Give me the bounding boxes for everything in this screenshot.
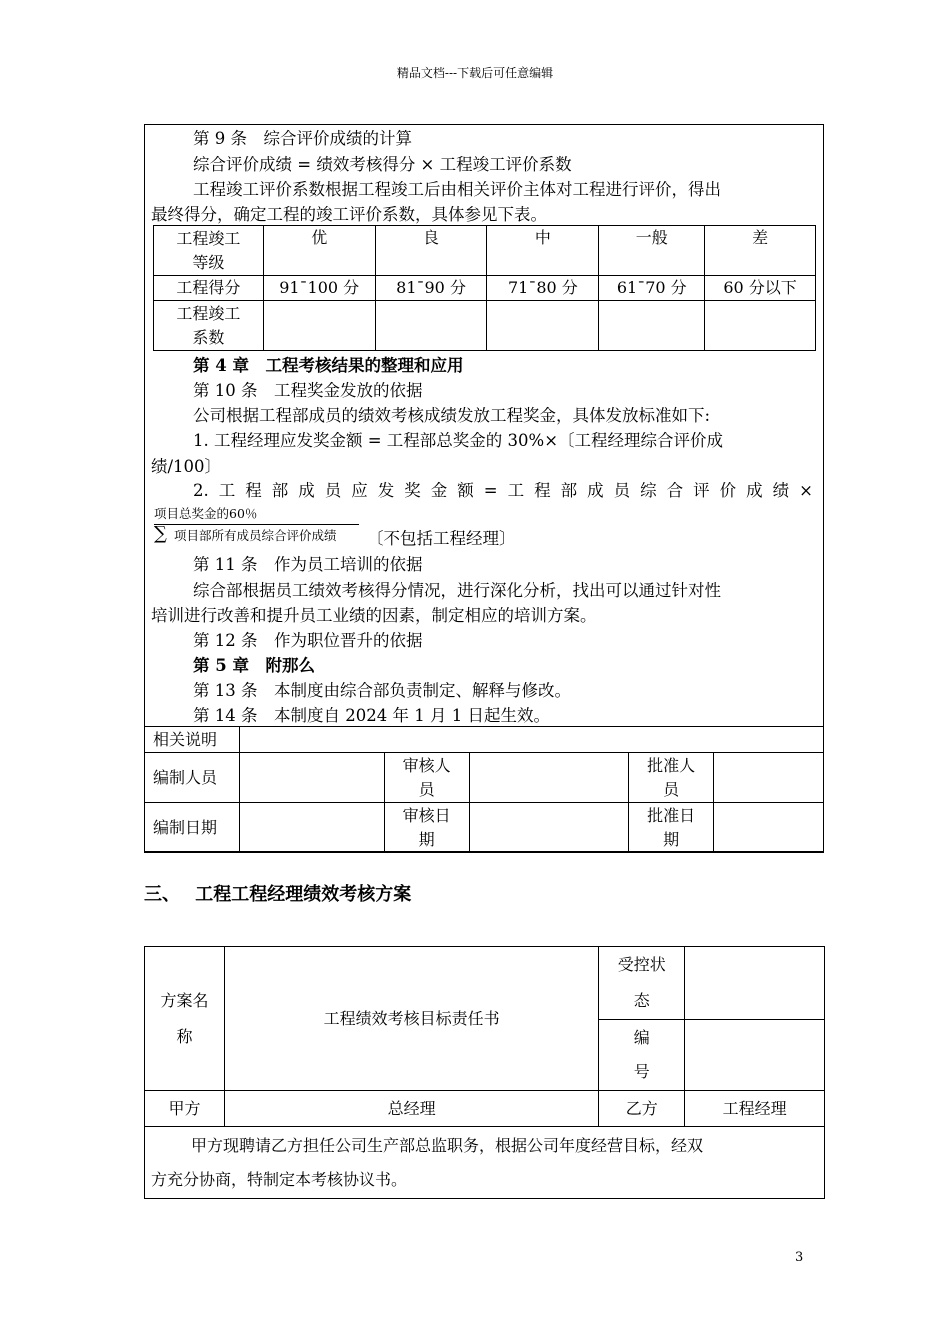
grade-table: [153, 225, 816, 351]
sigma-symbol: ∑: [154, 523, 167, 544]
item2-word: 成: [298, 481, 315, 500]
control-status-label-text: 受控状 态: [617, 955, 666, 1010]
compiler-value: [239, 753, 384, 803]
agreement-body: [145, 1127, 825, 1199]
score-excellent: 91¯100 分: [263, 276, 375, 301]
art10-desc: 公司根据工程部成员的绩效考核成绩发放工程奖金，具体发放标准如下:: [193, 406, 711, 425]
item2-word: ×: [799, 481, 813, 500]
art11-title: 第 11 条 作为员工培训的依据: [193, 555, 423, 574]
item2-word: 价: [719, 481, 737, 500]
art10-title: 第 10 条 工程奖金发放的依据: [193, 381, 423, 400]
art9-desc-1: 工程竣工评价系数根据工程竣工后由相关评价主体对工程进行评价，得出: [193, 180, 721, 199]
approver-label: [629, 753, 714, 803]
review-date-label-text: 审核日 期: [402, 805, 451, 849]
score-poor: 60 分以下: [705, 276, 816, 301]
party-a-value: 总经理: [224, 1091, 598, 1127]
item2-word: 工: [218, 481, 236, 500]
page-number: 3: [795, 1250, 804, 1265]
plan-name-label: [145, 947, 225, 1091]
item2-word: 部: [271, 481, 289, 500]
item2-word: 发: [377, 481, 395, 500]
art9-desc-2: 最终得分，确定工程的竣工评价系数，具体参见下表。: [151, 205, 547, 224]
bonus-numerator: 项目总奖金的60％: [154, 506, 258, 521]
art11-desc-2: 培训进行改善和提升员工业绩的因素，制定相应的培训方案。: [151, 606, 597, 625]
reviewer-label-text: 审核人 员: [402, 755, 451, 799]
item2-word: 综: [640, 481, 657, 500]
score-fair: 61¯70 分: [599, 276, 705, 301]
plan-name-label-text: 方案名 称: [160, 990, 209, 1046]
score-good: 81¯90 分: [375, 276, 487, 301]
coef-row-label: [154, 301, 264, 351]
item2-word: 应: [351, 481, 368, 500]
art12-title: 第 12 条 作为职位晋升的依据: [193, 631, 423, 650]
party-a-label: 甲方: [145, 1091, 225, 1127]
reviewer-value: [469, 753, 629, 803]
compiler-label: 编制人员: [145, 753, 240, 803]
item2-word: 金: [430, 481, 448, 500]
item2-word: 程: [245, 481, 262, 500]
grade-header-medium: 中: [487, 226, 599, 276]
number-value: [685, 1020, 825, 1091]
item2-word: 工: [507, 481, 525, 500]
item2-word: 绩: [772, 481, 790, 500]
art11-desc-1: 综合部根据员工绩效考核得分情况，进行深化分析，找出可以通过针对性: [193, 581, 721, 600]
art13: 第 13 条 本制度由综合部负责制定、解释与修改。: [193, 681, 571, 700]
grade-header-fair: 一般: [599, 226, 705, 276]
compile-date-value: [239, 803, 384, 853]
section3-title: 三、 工程工程经理绩效考核方案: [144, 884, 412, 905]
review-date-value: [469, 803, 629, 853]
art9-title: 第 9 条 综合评价成绩的计算: [193, 129, 412, 148]
approver-label-text: 批准人 员: [647, 755, 696, 799]
item2-word: 成: [746, 481, 763, 500]
art9-formula: 综合评价成绩 = 绩效考核得分 × 工程竣工评价系数: [193, 155, 572, 174]
regulation-frame: [144, 124, 824, 852]
party-b-label: 乙方: [599, 1091, 685, 1127]
compile-date-label: 编制日期: [145, 803, 240, 853]
control-status-label: [599, 947, 685, 1020]
fraction-bar: [154, 524, 359, 525]
coef-medium: [487, 301, 599, 351]
number-label-text: 编 号: [633, 1028, 650, 1081]
coef-fair: [599, 301, 705, 351]
item2-word: 2.: [193, 481, 209, 500]
review-date-label: [384, 803, 469, 853]
reviewer-label: [384, 753, 469, 803]
number-label: [599, 1020, 685, 1091]
item2-word: 成: [587, 481, 604, 500]
approve-date-label: [629, 803, 714, 853]
score-medium: 71¯80 分: [487, 276, 599, 301]
notes-label: 相关说明: [145, 727, 240, 753]
agreement-line-1: 甲方现聘请乙方担任公司生产部总监职务，根据公司年度经营目标，经双: [191, 1135, 704, 1155]
item1-line2: 绩/100〕: [151, 457, 222, 476]
item2-word: 员: [613, 481, 631, 500]
coef-row-label-text: 工程竣工 系数: [176, 303, 241, 347]
art14: 第 14 条 本制度自 2024 年 1 月 1 日起生效。: [193, 706, 550, 725]
chapter4-title: 第 4 章 工程考核结果的整理和应用: [193, 356, 464, 375]
agreement-line-2: 方充分协商，特制定本考核协议书。: [151, 1169, 408, 1189]
chapter5-title: 第 5 章 附那么: [193, 656, 315, 675]
approve-date-value: [714, 803, 824, 853]
item1-line1: 1. 工程经理应发奖金额 = 工程部总奖金的 30%×〔工程经理综合评价成: [193, 431, 724, 450]
item2-line: [193, 481, 813, 501]
item2-word: 奖: [404, 481, 421, 500]
control-status-value: [685, 947, 825, 1020]
item2-word: 合: [666, 481, 684, 500]
item2-word: 程: [534, 481, 551, 500]
grade-header-level: [154, 226, 264, 276]
score-row-label: 工程得分: [154, 276, 264, 301]
approve-date-label-text: 批准日 期: [647, 805, 696, 849]
page-header: 精品文档---下载后可任意编辑: [396, 66, 554, 80]
plan-name-value: 工程绩效考核目标责任书: [224, 947, 598, 1091]
item2-word: =: [483, 481, 498, 500]
sign-table: [144, 726, 824, 853]
coef-good: [375, 301, 487, 351]
grade-header-level-text: 工程竣工 等级: [176, 228, 241, 272]
item2-word: 评: [693, 481, 710, 500]
exclusion-note: 〔不包括工程经理〕: [367, 529, 516, 548]
party-b-value: 工程经理: [685, 1091, 825, 1127]
approver-value: [714, 753, 824, 803]
coef-excellent: [263, 301, 375, 351]
bonus-denominator: 项目部所有成员综合评价成绩: [174, 528, 337, 543]
item2-word: 员: [324, 481, 342, 500]
item2-word: 额: [457, 481, 474, 500]
item2-word: 部: [560, 481, 578, 500]
grade-header-excellent: 优: [263, 226, 375, 276]
plan-table: [144, 946, 825, 1199]
grade-header-poor: 差: [705, 226, 816, 276]
grade-header-good: 良: [375, 226, 487, 276]
coef-poor: [705, 301, 816, 351]
notes-value: [239, 727, 823, 753]
